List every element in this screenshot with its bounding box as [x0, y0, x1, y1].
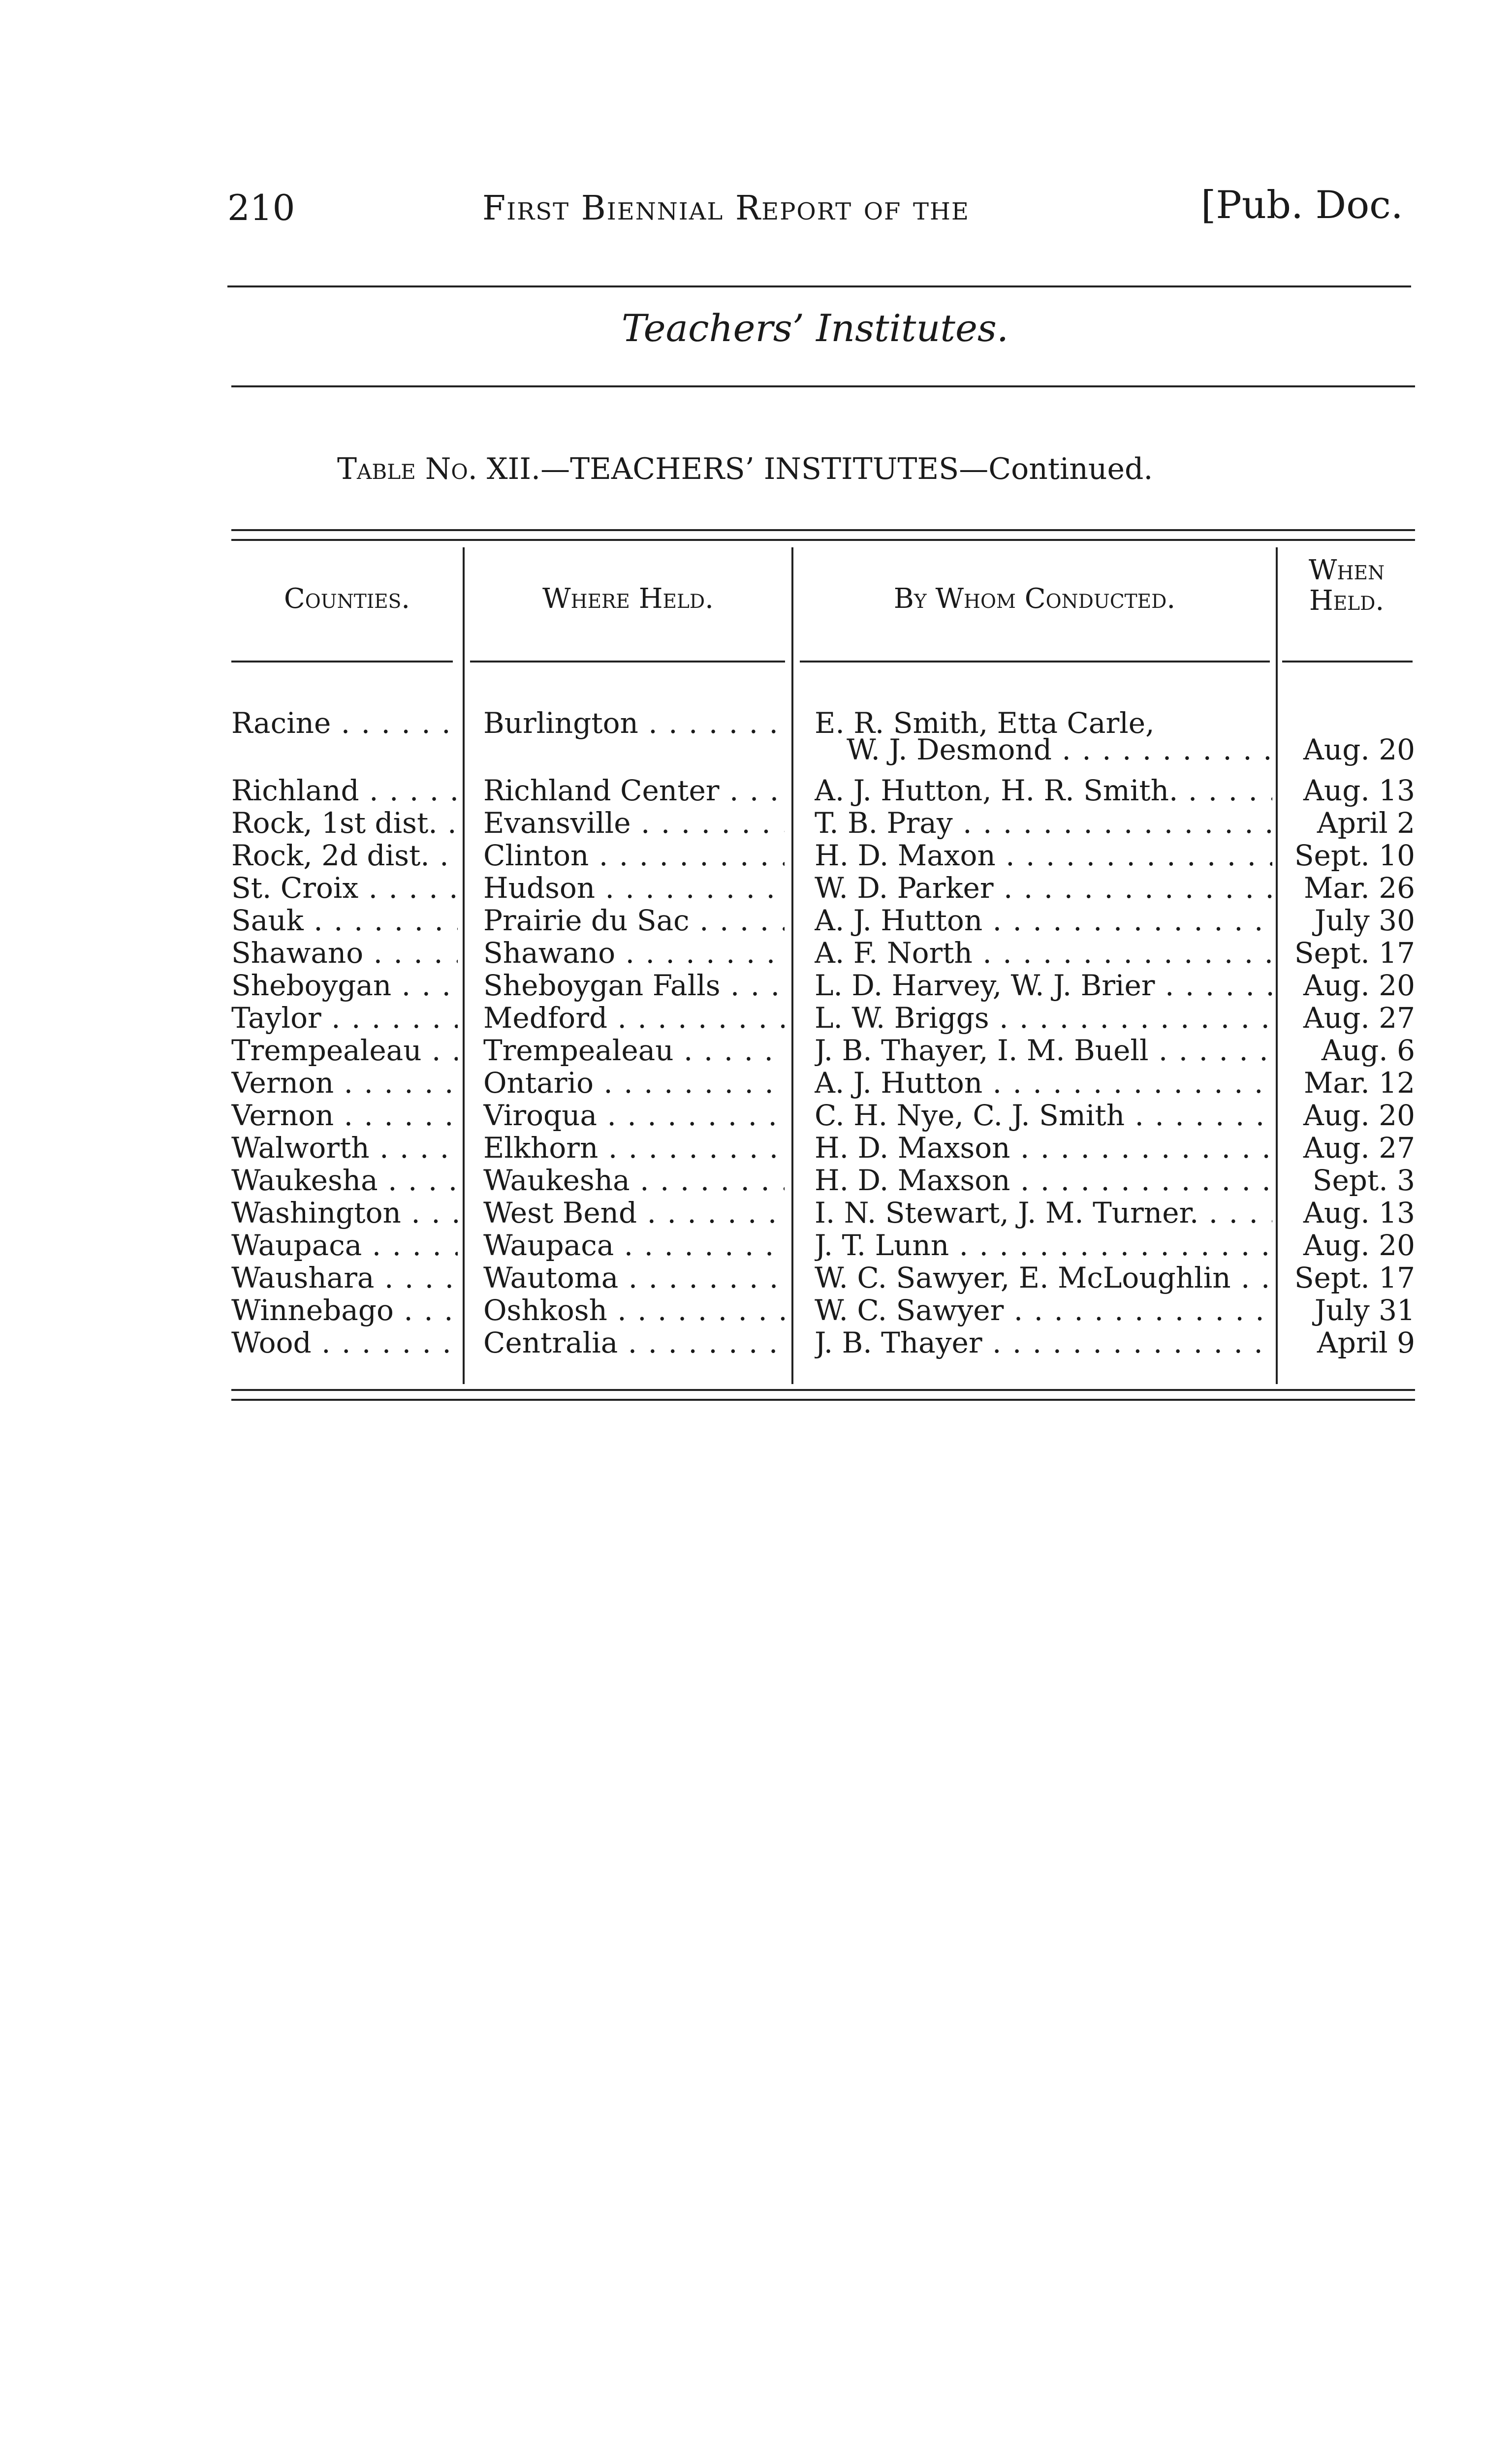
running-title: First Biennial Report of the — [482, 189, 970, 228]
cell-county: Wood . . . — [231, 1326, 458, 1359]
cell-county: Sauk . . . — [231, 904, 458, 937]
cell-by-whom-line1: E. R. Smith, Etta Carle, — [815, 707, 1155, 739]
cell-where-held: Centralia . . . — [483, 1326, 785, 1359]
table-row — [0, 872, 1512, 904]
cell-where-held: Viroqua . . . — [483, 1099, 785, 1132]
cell-where-held: Medford . . . — [483, 1002, 785, 1034]
header-counties: Counties. — [284, 583, 410, 615]
header-underline — [470, 661, 785, 663]
cell-county: Sheboygan . . . — [231, 969, 458, 1002]
cell-by-whom: L. W. Briggs . . . — [815, 1002, 1272, 1034]
table-top-rule — [231, 529, 1415, 531]
table-row — [0, 904, 1512, 937]
table-caption — [337, 452, 1153, 486]
cell-when-held: Aug. 20 — [1303, 1099, 1415, 1132]
table-row — [0, 1002, 1512, 1034]
cell-county: Walworth . . . — [231, 1132, 458, 1164]
cell-county: St. Croix . . . — [231, 872, 458, 904]
cell-county: Trempealeau . . . — [231, 1034, 458, 1067]
cell-by-whom: L. D. Harvey, W. J. Brier . . . — [815, 969, 1272, 1002]
header-underline — [1282, 661, 1413, 663]
cell-by-whom: W. C. Sawyer, E. McLoughlin . . . — [815, 1262, 1272, 1294]
cell-when-held: Sept. 10 — [1294, 839, 1415, 872]
cell-by-whom: A. J. Hutton, H. R. Smith. . . . — [815, 774, 1272, 807]
cell-where-held: Ontario . . . — [483, 1067, 785, 1099]
table-row — [0, 1229, 1512, 1262]
cell-where-held: Waukesha . . . — [483, 1164, 785, 1197]
cell-where-held: West Bend . . . — [483, 1197, 785, 1229]
table-row — [0, 1326, 1512, 1359]
table-row — [0, 1067, 1512, 1099]
cell-by-whom: A. J. Hutton . . . — [815, 1067, 1272, 1099]
cell-by-whom: A. J. Hutton . . . — [815, 904, 1272, 937]
cell-by-whom: H. D. Maxson . . . — [815, 1164, 1272, 1197]
table-caption-suffix: —Continued. — [959, 452, 1153, 486]
cell-by-whom: I. N. Stewart, J. M. Turner. . . . — [815, 1197, 1272, 1229]
cell-county: Rock, 1st dist. . . . — [231, 807, 458, 839]
table-bottom-rule — [231, 1389, 1415, 1391]
table-row — [0, 1099, 1512, 1132]
table-row — [0, 1294, 1512, 1326]
cell-county: Waupaca . . . — [231, 1229, 458, 1262]
cell-by-whom: J. B. Thayer . . . — [815, 1326, 1272, 1359]
cell-where-held: Hudson . . . — [483, 872, 785, 904]
cell-when-held: Aug. 6 — [1321, 1034, 1415, 1067]
cell-when-held: Aug. 13 — [1303, 1196, 1415, 1230]
cell-when-held: Aug. 13 — [1303, 774, 1415, 807]
header-where-held: Where Held. — [542, 583, 714, 615]
table-top-rule-2 — [231, 539, 1415, 541]
cell-when-held: July 31 — [1314, 1294, 1415, 1327]
cell-county: Winnebago . . . — [231, 1294, 458, 1326]
header-when-held-line2: Held. — [1309, 584, 1385, 617]
table-row — [0, 774, 1512, 807]
cell-by-whom: T. B. Pray . . . — [815, 807, 1272, 839]
cell-where-held: Oshkosh . . . — [483, 1294, 785, 1326]
cell-when-held: July 30 — [1314, 904, 1415, 937]
cell-when-held: Mar. 12 — [1304, 1066, 1415, 1100]
cell-by-whom: H. D. Maxson . . . — [815, 1132, 1272, 1164]
cell-where-held: Wautoma . . . — [483, 1262, 785, 1294]
cell-when-held: April 2 — [1317, 806, 1415, 840]
cell-when-held: Sept. 17 — [1294, 1261, 1415, 1294]
section-rule — [231, 385, 1415, 387]
table-row — [0, 1197, 1512, 1229]
header-by-whom: By Whom Conducted. — [893, 583, 1176, 615]
cell-county: Waushara . . . — [231, 1262, 458, 1294]
cell-county: Vernon . . . — [231, 1067, 458, 1099]
cell-county: Racine . . . — [231, 707, 458, 739]
cell-by-whom: W. D. Parker . . . — [815, 872, 1272, 904]
cell-where-held: Richland Center . . . — [483, 774, 785, 807]
cell-county: Rock, 2d dist. . . . — [231, 839, 458, 872]
cell-by-whom: H. D. Maxon . . . — [815, 839, 1272, 872]
header-when-held — [1278, 555, 1416, 616]
cell-by-whom: C. H. Nye, C. J. Smith . . . — [815, 1099, 1272, 1132]
cell-by-whom: W. C. Sawyer . . . — [815, 1294, 1272, 1326]
cell-where-held: Trempealeau . . . — [483, 1034, 785, 1067]
header-rule — [227, 285, 1411, 287]
cell-when-held: Aug. 27 — [1303, 1001, 1415, 1035]
cell-by-whom-line2: W. J. Desmond . . . — [847, 733, 1272, 766]
cell-where-held: Shawano . . . — [483, 937, 785, 969]
cell-where-held: Evansville . . . — [483, 807, 785, 839]
table-caption-title: TEACHERS’ INSTITUTES — [570, 452, 959, 486]
table-row — [0, 1164, 1512, 1197]
cell-when-held: Aug. 20 — [1303, 733, 1415, 766]
cell-where-held: Sheboygan Falls . . . — [483, 969, 785, 1002]
table-row — [0, 807, 1512, 839]
table-row — [0, 1262, 1512, 1294]
cell-by-whom: J. B. Thayer, I. M. Buell . . . — [815, 1034, 1272, 1067]
cell-where-held: Clinton . . . — [483, 839, 785, 872]
cell-when-held: Sept. 17 — [1294, 936, 1415, 970]
table-row — [0, 969, 1512, 1002]
header-underline — [231, 661, 453, 663]
cell-county: Washington . . . — [231, 1197, 458, 1229]
cell-county: Taylor . . . — [231, 1002, 458, 1034]
page-number: 210 — [227, 187, 295, 228]
cell-county: Richland . . . — [231, 774, 458, 807]
cell-when-held: Aug. 27 — [1303, 1131, 1415, 1165]
cell-county: Vernon . . . — [231, 1099, 458, 1132]
table-caption-prefix: Table No. XII.— — [337, 452, 570, 486]
table-bottom-rule-2 — [231, 1399, 1415, 1401]
cell-county: Shawano . . . — [231, 937, 458, 969]
table-row — [0, 937, 1512, 969]
section-title: Teachers’ Institutes. — [621, 306, 1009, 350]
cell-when-held: Aug. 20 — [1303, 1229, 1415, 1262]
cell-by-whom: J. T. Lunn . . . — [815, 1229, 1272, 1262]
cell-where-held: Elkhorn . . . — [483, 1132, 785, 1164]
cell-when-held: April 9 — [1317, 1326, 1415, 1359]
table-row — [0, 839, 1512, 872]
cell-where-held: Prairie du Sac . . . — [483, 904, 785, 937]
cell-county: Waukesha . . . — [231, 1164, 458, 1197]
cell-by-whom: A. F. North . . . — [815, 937, 1272, 969]
table-row — [0, 1034, 1512, 1067]
cell-when-held: Sept. 3 — [1312, 1164, 1415, 1197]
table-row — [0, 1132, 1512, 1164]
cell-when-held: Mar. 26 — [1304, 871, 1415, 905]
header-when-held-line1: When — [1308, 554, 1385, 586]
cell-where-held: Waupaca . . . — [483, 1229, 785, 1262]
cell-where-held: Burlington . . . — [483, 707, 785, 739]
header-underline — [800, 661, 1270, 663]
publication-doc-label: [Pub. Doc. — [1201, 183, 1403, 227]
cell-when-held: Aug. 20 — [1303, 969, 1415, 1002]
